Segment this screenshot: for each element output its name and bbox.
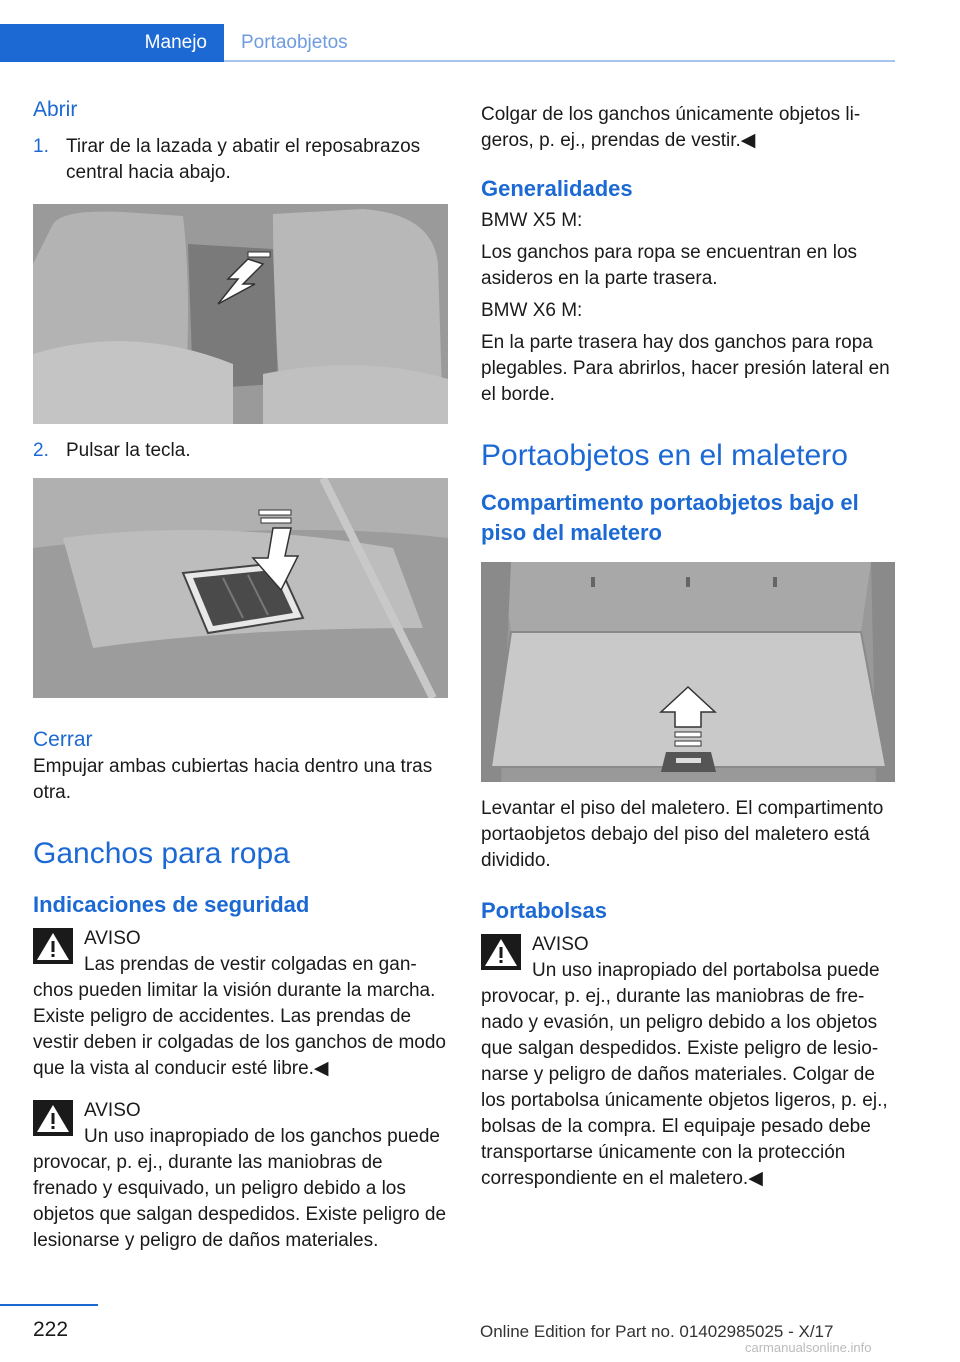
chapter-tab: Portaobjetos: [241, 32, 348, 53]
warning-block-1: [33, 926, 448, 1082]
warning-block-3: [481, 932, 896, 1192]
right-column: [481, 96, 896, 1192]
warning-block-2: [33, 1098, 448, 1254]
maletero-heading: Portaobjetos en el maletero: [481, 439, 848, 472]
compartimento-heading: Compartimento portaobjetos bajo el piso del maletero: [481, 490, 859, 545]
x5-text: Los ganchos para ropa se encuentran en los asideros en la parte trasera.: [481, 242, 858, 289]
page-number: 222: [33, 1318, 69, 1341]
seguridad-heading: Indicaciones de seguridad: [33, 892, 310, 917]
warning-3-title: AVISO: [532, 934, 589, 955]
step-1-number: 1.: [33, 136, 49, 157]
button-illustration: [33, 478, 448, 698]
warning-1-title: AVISO: [84, 928, 141, 949]
portabolsas-heading: Portabolsas: [481, 898, 607, 923]
page-header: [0, 0, 960, 62]
continued-text: Colgar de los ganchos únicamente objetos ligeros, p. ej., prendas de vestir.◀: [481, 104, 861, 151]
armrest-button-figure: [33, 478, 448, 698]
step-1: [33, 134, 448, 186]
cerrar-text: Empujar ambas cubiertas hacia dentro una tras otra.: [33, 756, 433, 803]
step-2-text: Pulsar la tecla.: [66, 440, 191, 461]
levantar-text: Levantar el piso del maletero. El compartimento portaobjetos debajo del piso del maletero está dividido.: [481, 798, 884, 871]
x6-text: En la parte trasera hay dos ganchos para ropa plegables. Para abrirlos, hacer presión lateral en el borde.: [481, 332, 890, 405]
x5-label: BMW X5 M:: [481, 210, 583, 231]
warning-triangle-icon: [33, 928, 73, 964]
step-1-text: Tirar de la lazada y abatir el reposabrazos central hacia abajo.: [66, 136, 421, 183]
warning-1-text: Las prendas de vestir colgadas en ganchos pueden limitar la visión durante la marcha. Existe peligro de accidentes. Las prendas de vestir deben ir colgadas de los ganchos de modo que la vista al conducir esté libre.◀: [33, 954, 446, 1079]
generalidades-heading: Generalidades: [481, 176, 633, 201]
edition-note: Online Edition for Part no. 01402985025 - X/17: [480, 1322, 834, 1341]
left-column: [33, 96, 448, 1254]
trunk-illustration: [481, 562, 895, 782]
header-divider: [224, 60, 895, 62]
warning-2-text: Un uso inapropiado de los ganchos puede provocar, p. ej., durante las maniobras de frenado y esquivado, un peligro debido a los objetos que salgan despedidos. Existe peligro de lesionarse y peligro de daños materiales.: [33, 1126, 447, 1251]
footer-divider: [0, 1304, 98, 1306]
step-2-number: 2.: [33, 440, 49, 461]
watermark: carmanualsonline.info: [745, 1340, 872, 1355]
warning-3-text: Un uso inapropiado del portabolsa puede provocar, p. ej., durante las maniobras de frenado y evasión, un peligro debido a los objetos que salgan despedidos. Existe peligro de lesionarse y peligro de daños materiales. Colgar de los portabolsa únicamente objetos ligeros, p. ej., bolsas de la compra. El equipaje pesado debe transportarse únicamente con la protección correspondiente en el maletero.◀: [481, 960, 888, 1189]
step-2: [33, 438, 448, 464]
cerrar-heading: Cerrar: [33, 728, 93, 751]
warning-triangle-icon: [481, 934, 521, 970]
abrir-heading: Abrir: [33, 98, 78, 121]
x6-label: BMW X6 M:: [481, 300, 583, 321]
warning-triangle-icon: [33, 1100, 73, 1136]
ganchos-heading: Ganchos para ropa: [33, 837, 290, 870]
trunk-floor-figure: [481, 562, 895, 782]
rear-seat-armrest-figure: [33, 204, 448, 424]
warning-2-title: AVISO: [84, 1100, 141, 1121]
section-tab: Manejo: [0, 24, 224, 62]
armrest-illustration: [33, 204, 448, 424]
